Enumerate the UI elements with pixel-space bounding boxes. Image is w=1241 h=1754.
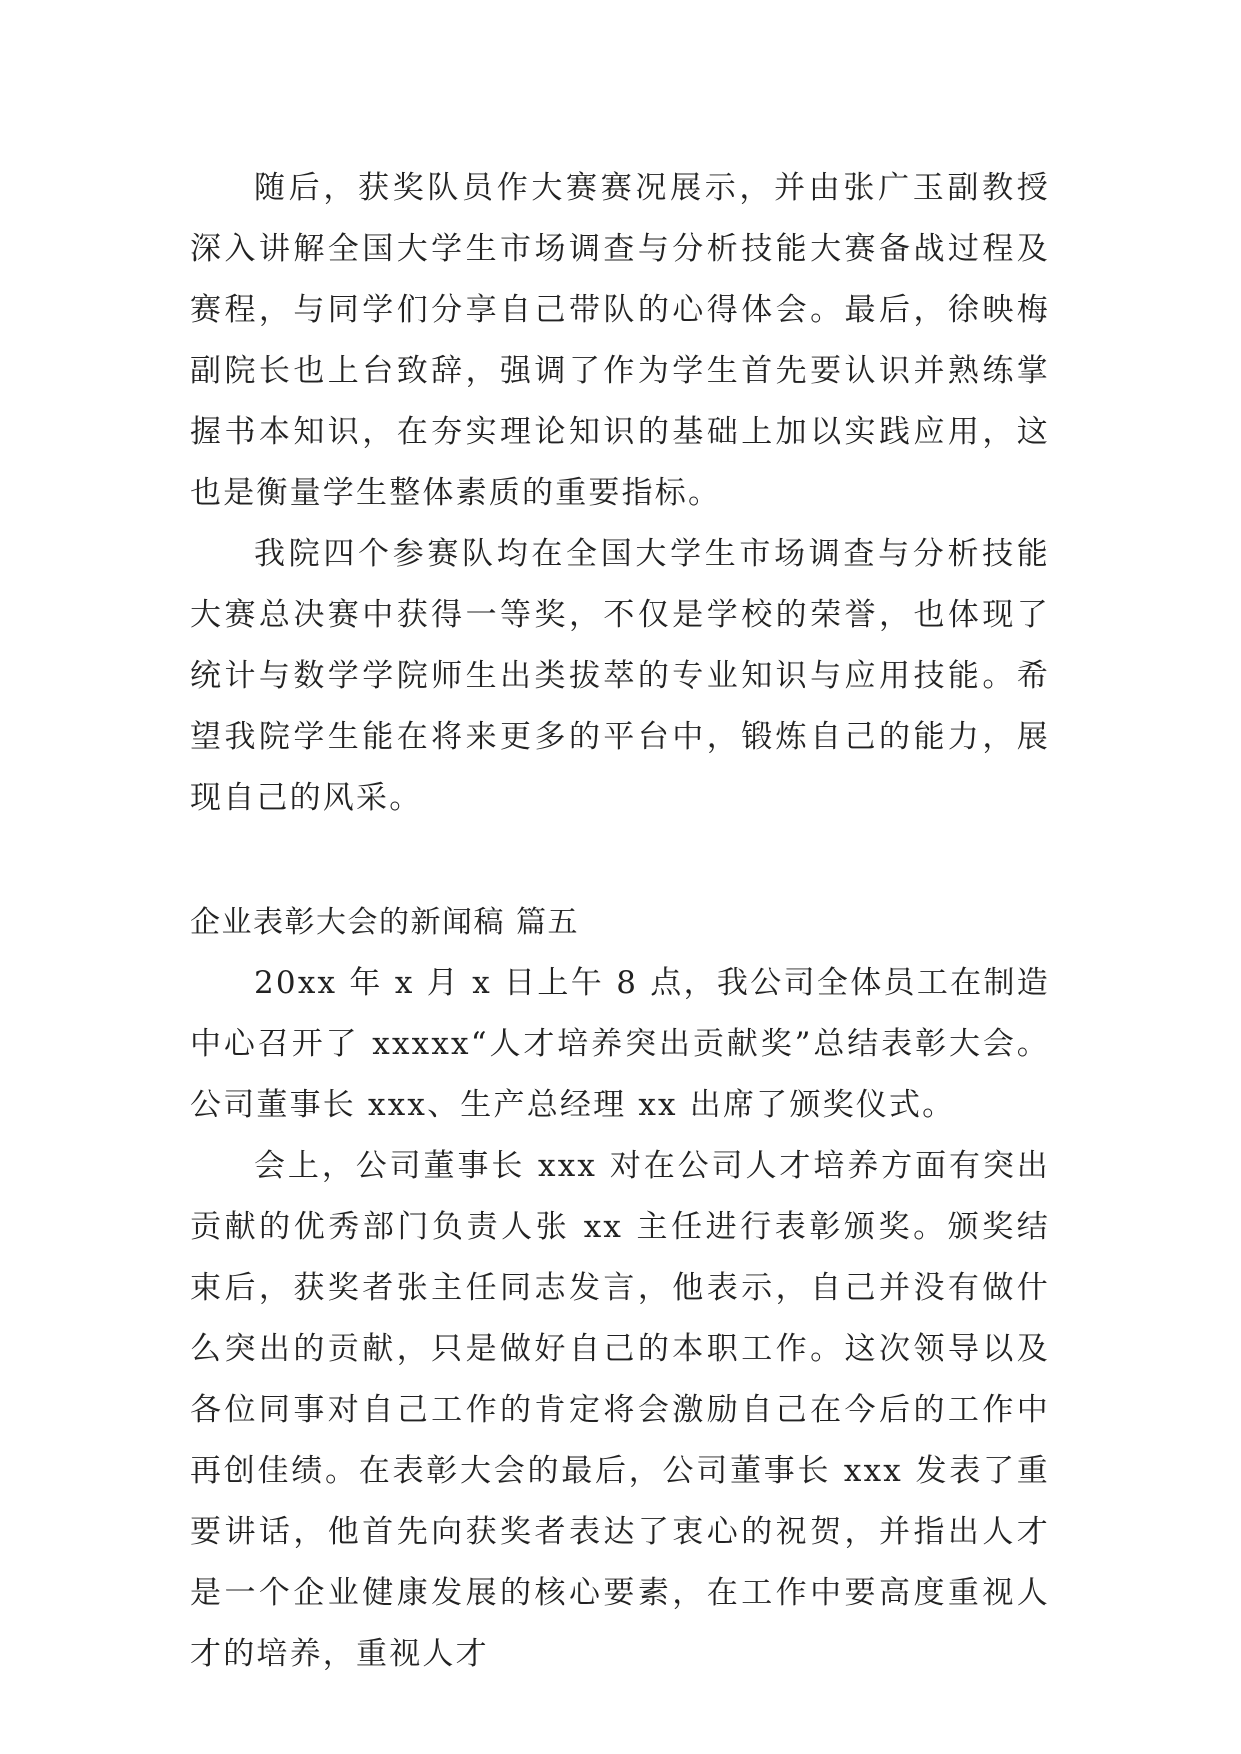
paragraph-meeting-speech: 会上，公司董事长 xxx 对在公司人才培养方面有突出贡献的优秀部门负责人张 xx 主任进行表彰颁奖。颁奖结束后，获奖者张主任同志发言，他表示，自己并没有做什么突出的贡献，只是做好自己的本职工作。这次领导以及各位同事对自己工作的肯定将会激励自己在今后的工作中再创佳绩。在表彰大会的最后，公司董事长 xxx 发表了重要讲话，他首先向获奖者表达了衷心的祝贺，并指出人才是一个企业健康发展的核心要素，在工作中要高度重视人才的培养，重视人才 xyxy=(190,1148,1050,1672)
paragraph-awards-presentation: 随后，获奖队员作大赛赛况展示，并由张广玉副教授深入讲解全国大学生市场调查与分析技能大赛备战过程及赛程，与同学们分享自己带队的心得体会。最后，徐映梅副院长也上台致辞，强调了作为学生首先要认识并熟练掌握书本知识，在夯实理论知识的基础上加以实践应用，这也是衡量学生整体素质的重要指标。 xyxy=(190,170,1050,511)
paragraph-meeting-announcement: 20xx 年 x 月 x 日上午 8 点，我公司全体员工在制造中心召开了 xxxxx“人才培养突出贡献奖”总结表彰大会。公司董事长 xxx、生产总经理 xx 出席了颁奖仪式。 xyxy=(190,965,1050,1123)
section-heading: 企业表彰大会的新闻稿 篇五 xyxy=(190,905,580,940)
document-body xyxy=(190,158,1050,1685)
paragraph-four-teams-prize: 我院四个参赛队均在全国大学生市场调查与分析技能大赛总决赛中获得一等奖，不仅是学校的荣誉，也体现了统计与数学学院师生出类拔萃的专业知识与应用技能。希望我院学生能在将来更多的平台中，锻炼自己的能力，展现自己的风采。 xyxy=(190,536,1050,816)
